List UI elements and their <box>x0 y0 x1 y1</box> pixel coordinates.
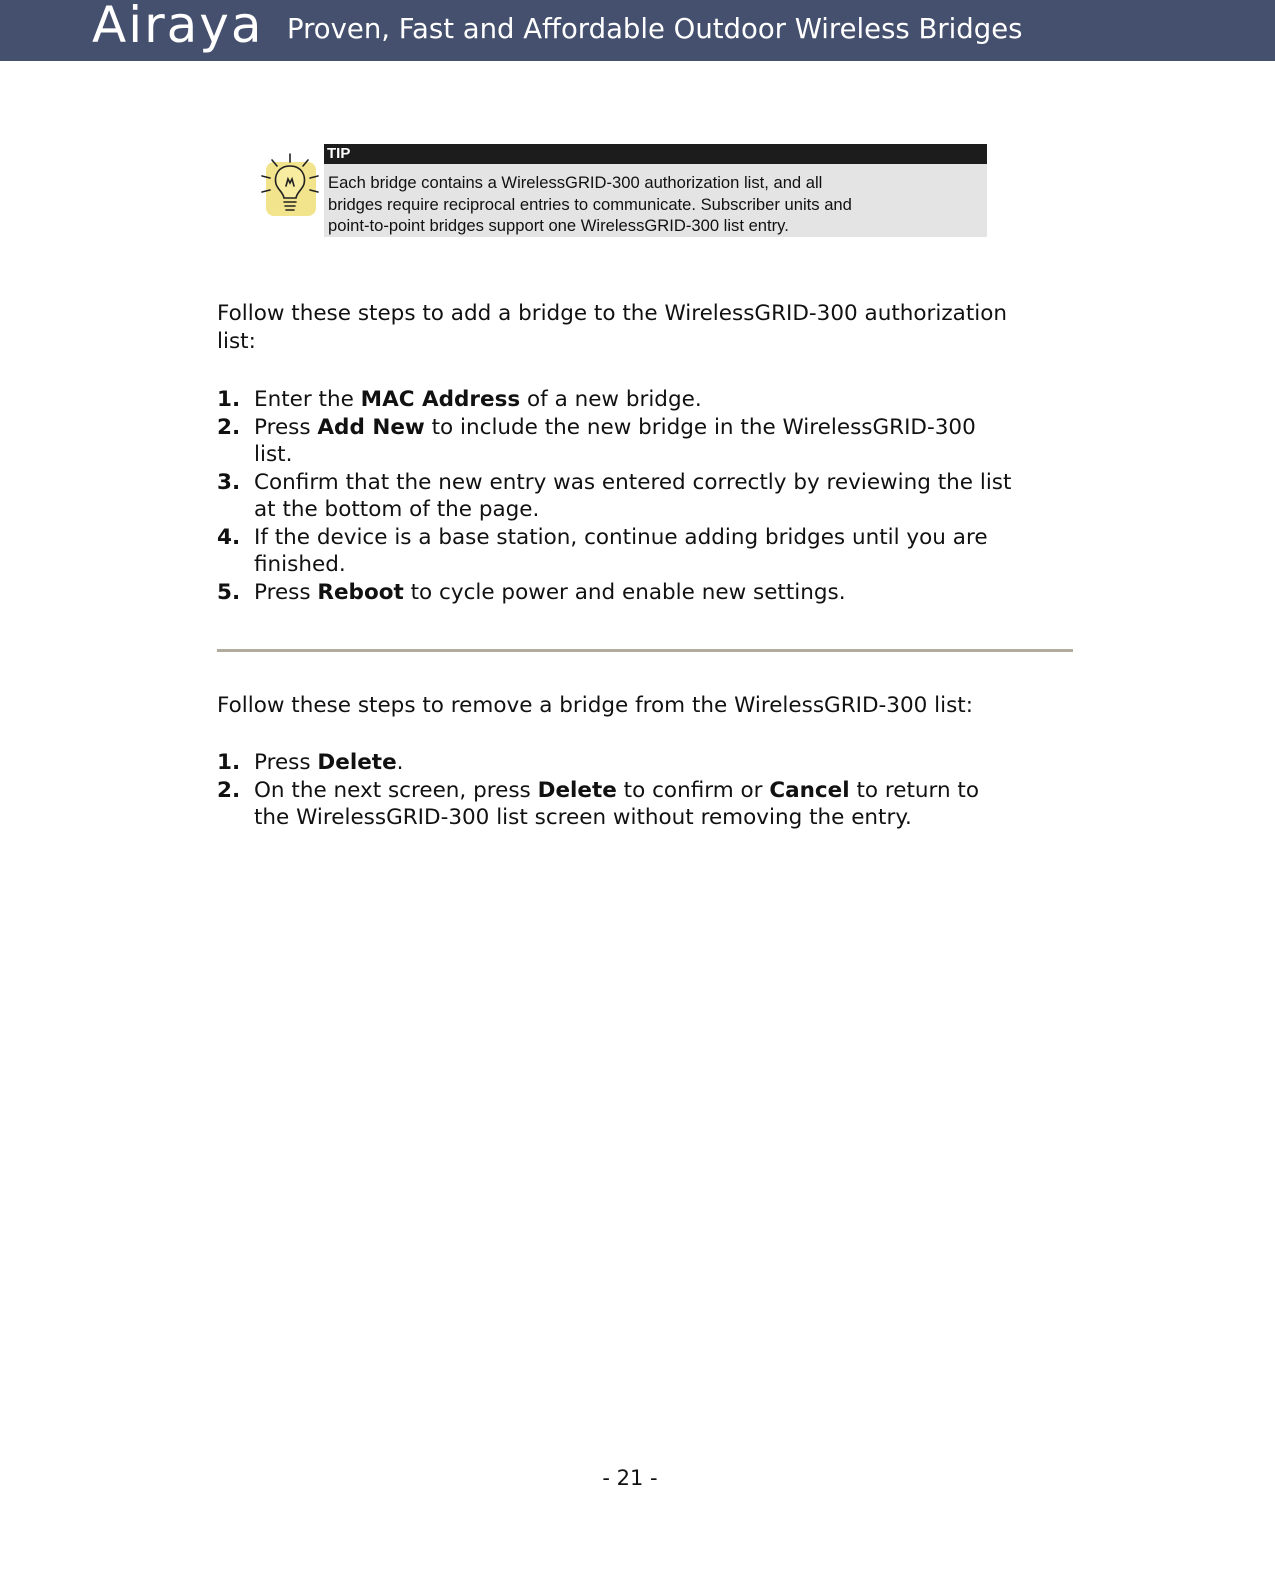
step-text: Confirm that the new entry was entered correctly by reviewing the list <box>254 469 1012 495</box>
lightbulb-icon <box>258 152 322 222</box>
step-number: 5. <box>217 579 241 605</box>
step-keyword: Delete <box>317 750 397 775</box>
remove-intro: Follow these steps to remove a bridge from the WirelessGRID-300 list: <box>217 693 973 718</box>
step-text: of a new bridge. <box>520 387 702 412</box>
add-intro <box>217 300 1077 355</box>
list-item <box>217 414 1077 469</box>
step-keyword: Reboot <box>317 579 404 605</box>
tip-line: Each bridge contains a WirelessGRID-300 authorization list, and all <box>328 173 823 192</box>
list-item <box>217 777 1077 832</box>
step-keyword: Add New <box>317 414 425 440</box>
header-bar <box>0 0 1275 61</box>
step-text: to cycle power and enable new settings. <box>403 579 846 605</box>
brand-tagline: Proven, Fast and Affordable Outdoor Wireless Bridges <box>287 13 1023 45</box>
step-continuation: the WirelessGRID-300 list screen without removing the entry. <box>254 805 912 830</box>
list-item <box>217 386 1077 414</box>
step-number: 4. <box>217 524 241 550</box>
step-number: 1. <box>217 387 241 412</box>
tip-line: bridges require reciprocal entries to communicate. Subscriber units and <box>328 194 852 214</box>
tip-label: TIP <box>324 144 987 164</box>
step-text: If the device is a base station, continue adding bridges until you are <box>254 524 988 550</box>
step-number: 1. <box>217 750 241 775</box>
step-keyword: Cancel <box>769 777 850 803</box>
step-continuation: list. <box>254 442 293 467</box>
tip-box <box>324 144 987 237</box>
step-continuation: at the bottom of the page. <box>254 497 540 522</box>
step-text: to confirm or <box>616 777 770 803</box>
step-text: Press <box>254 750 318 775</box>
step-number: 2. <box>217 414 241 440</box>
tip-text <box>324 164 987 237</box>
remove-steps-list <box>217 749 1077 832</box>
step-text: Enter the <box>254 387 361 412</box>
list-item <box>217 524 1077 579</box>
list-item <box>217 579 1077 607</box>
step-number: 2. <box>217 777 241 803</box>
step-text: . <box>396 750 404 775</box>
page-number: - 21 - <box>602 1466 658 1490</box>
list-item <box>217 469 1077 524</box>
step-text: to return to <box>849 777 980 803</box>
step-text: to include the new bridge in the WirelessGRID-300 <box>424 414 976 440</box>
add-steps-list <box>217 386 1077 606</box>
tip-line: point-to-point bridges support one WirelessGRID-300 list entry. <box>328 216 789 235</box>
list-item <box>217 749 1077 777</box>
step-continuation: finished. <box>254 552 346 577</box>
step-text: Press <box>254 579 318 605</box>
step-keyword: Delete <box>537 777 617 803</box>
add-intro-line: list: <box>217 328 256 354</box>
step-number: 3. <box>217 469 241 495</box>
step-text: Press <box>254 414 318 440</box>
add-intro-line: Follow these steps to add a bridge to the WirelessGRID-300 authorization <box>217 301 1007 326</box>
section-divider <box>217 649 1073 652</box>
step-text: On the next screen, press <box>254 777 538 803</box>
brand-name: Airaya <box>92 0 264 54</box>
step-keyword: MAC Address <box>360 387 521 412</box>
